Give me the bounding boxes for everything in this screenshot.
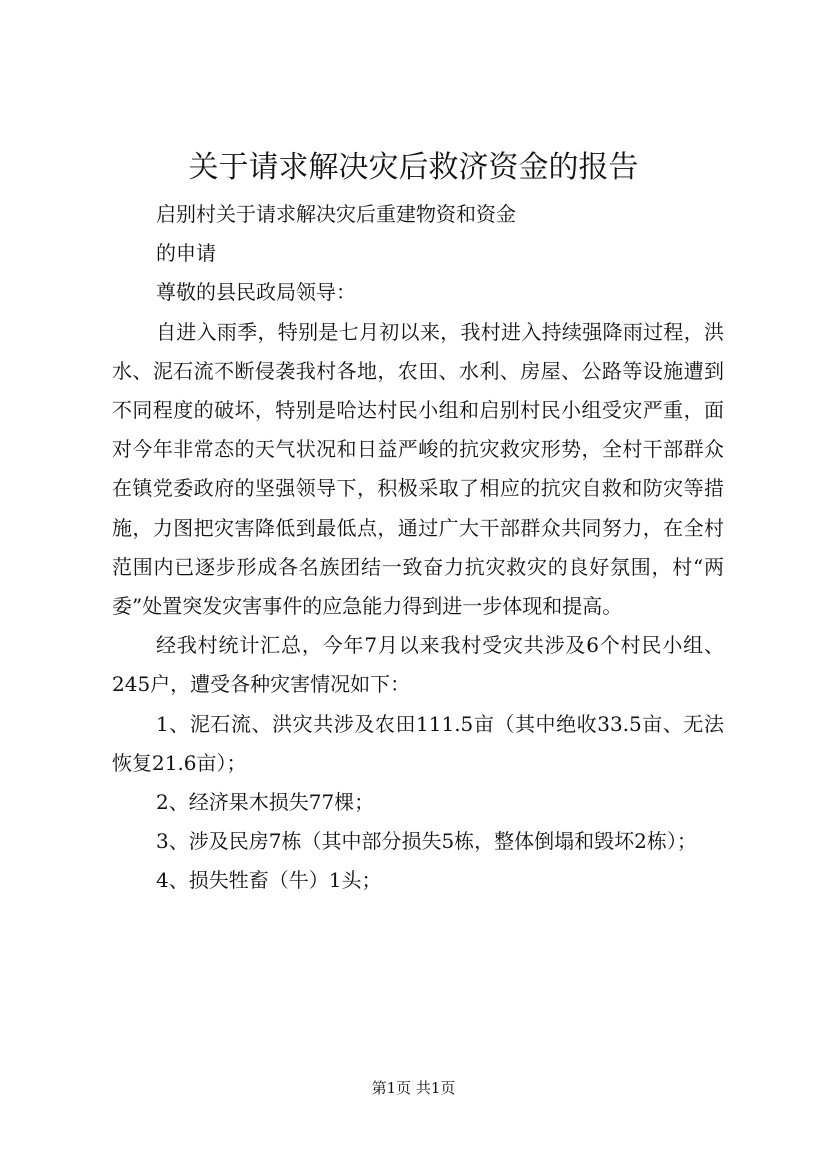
paragraph-statistics: 经我村统计汇总，今年7月以来我村受灾共涉及6个村民小组、245户，遭受各种灾害情况如下： [112, 633, 724, 697]
subject-line-1: 启别村关于请求解决灾后重建物资和资金 [156, 202, 516, 226]
list-item-houses: 3、涉及民房7栋（其中部分损失5栋，整体倒塌和毁坏2栋）； [156, 829, 697, 854]
subject-line-2: 的申请 [156, 241, 216, 266]
page-footer: 第1页 共1页 [371, 1079, 456, 1097]
document-body [112, 195, 724, 901]
salutation: 尊敬的县民政局领导： [156, 280, 356, 305]
document-title: 关于请求解决灾后救济资金的报告 [188, 150, 639, 185]
list-item-fruit-trees: 2、经济果木损失77棵； [156, 790, 375, 815]
list-item-farmland: 1、泥石流、洪灾共涉及农田111.5亩（其中绝收33.5亩、无法恢复21.6亩）； [112, 711, 724, 775]
paragraph-situation: 自进入雨季，特别是七月初以来，我村进入持续强降雨过程，洪水、泥石流不断侵袭我村各地，农田、水利、房屋、公路等设施遭到不同程度的破坏，特别是哈达村民小组和启别村民小组受灾严重，面对今年非常态的天气状况和日益严峻的抗灾救灾形势，全村干部群众在镇党委政府的坚强领导下，积极采取了相应的抗灾自救和防灾等措施，力图把灾害降低到最低点，通过广大干部群众共同努力，在全村范围内已逐步形成各名族团结一致奋力抗灾救灾的良好氛围，村“两委”处置突发灾害事件的应急能力得到进一步体现和提高。 [112, 319, 724, 619]
list-item-livestock: 4、损失牲畜（牛）1头； [156, 868, 382, 893]
